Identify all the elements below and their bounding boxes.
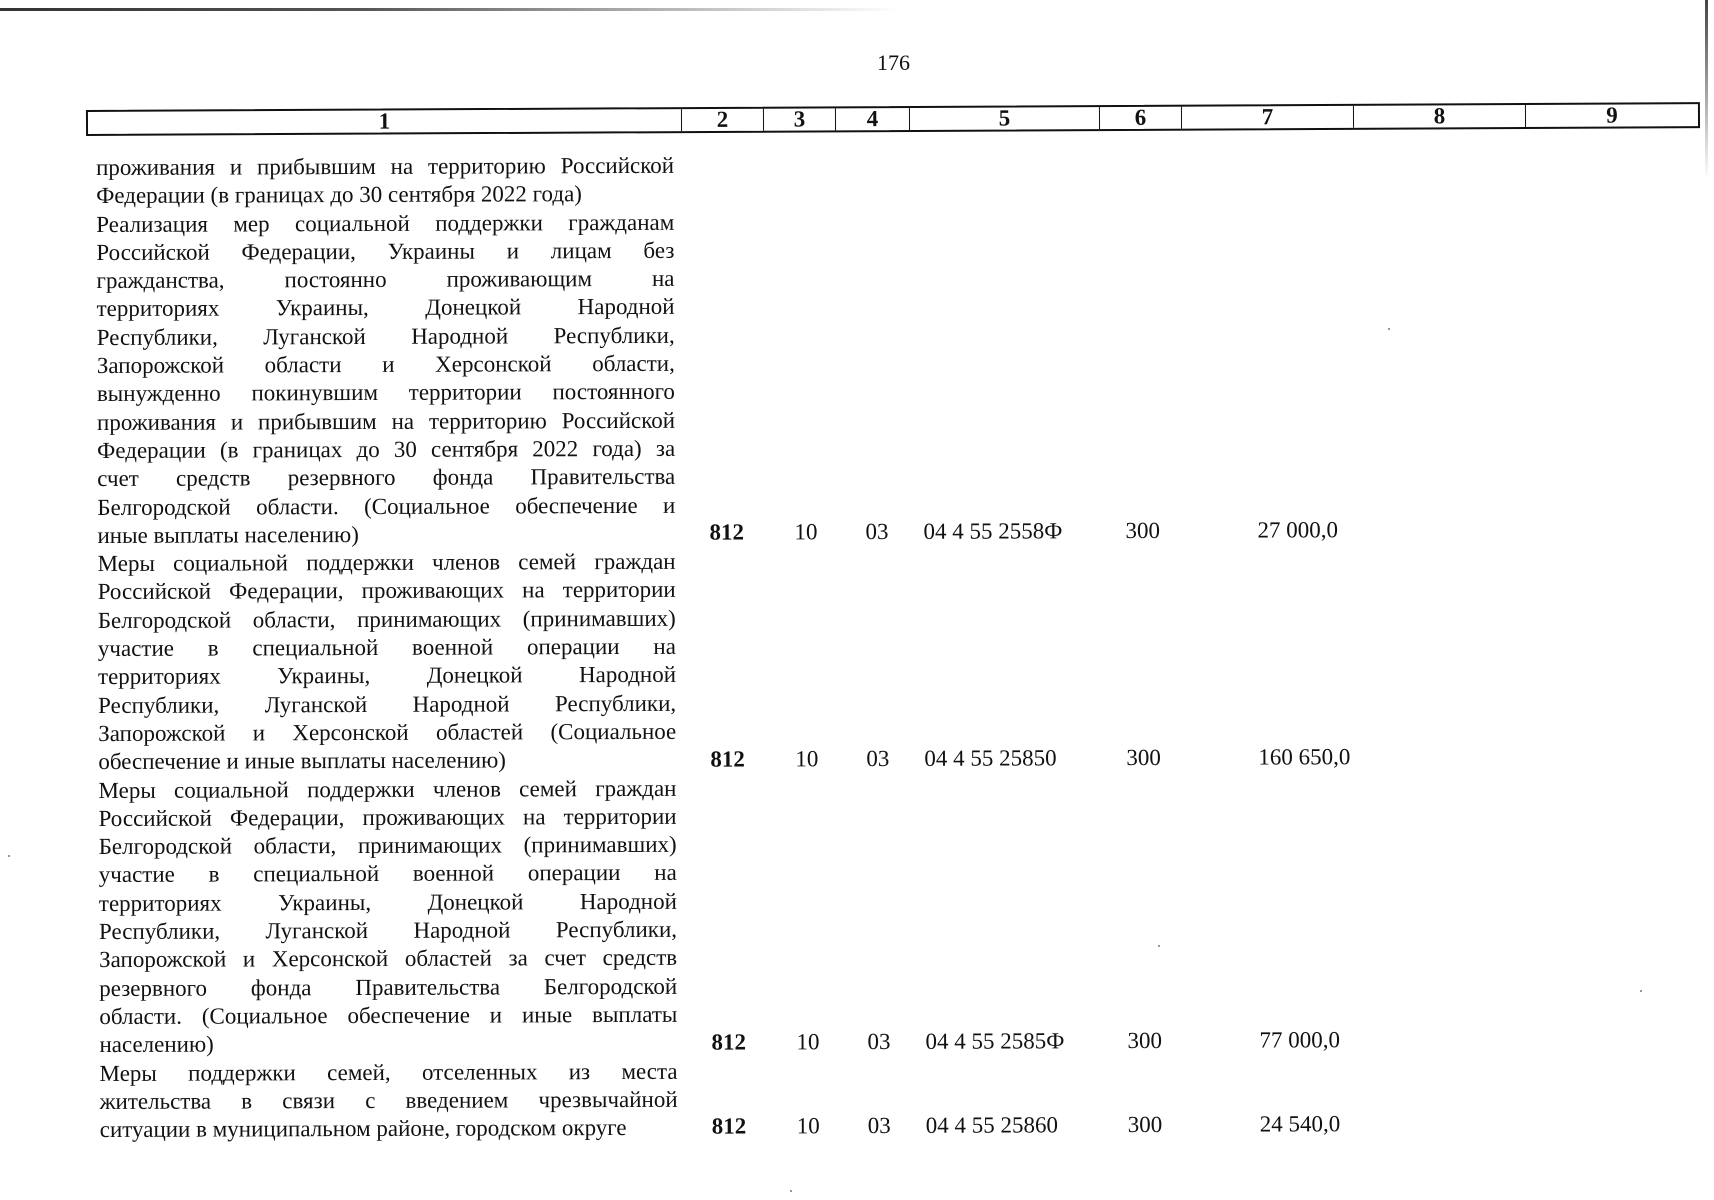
row-description-line: территориях Украины, Донецкой Народной: [98, 888, 677, 916]
row-description-line: Запорожской и Херсонской областей (Социальное: [98, 718, 677, 746]
scan-speck: [790, 1190, 792, 1192]
row-description-line: Российской Федерации, проживающих на территории: [98, 803, 677, 831]
table-body: [96, 148, 1700, 1145]
table-row: [98, 544, 1699, 777]
admin-code: 812: [711, 1113, 747, 1140]
scan-speck: [1158, 945, 1160, 947]
section-code: 10: [794, 519, 818, 545]
amount-value: 27 000,0: [1257, 517, 1339, 543]
column-header-5: 5: [910, 107, 1100, 130]
table-header-row: [86, 102, 1700, 136]
expense-type-code: 300: [1126, 744, 1161, 770]
column-header-2: 2: [682, 109, 764, 131]
scan-speck: [1640, 990, 1642, 992]
row-description-line: гражданства, постоянно проживающим на: [96, 265, 675, 294]
subsection-code: 03: [865, 519, 889, 545]
row-description-line: Республики, Луганской Народной Республики,: [98, 690, 677, 718]
admin-code: 812: [709, 519, 745, 545]
column-header-7: 7: [1182, 106, 1354, 129]
row-description-line: ситуации в муниципальном районе, городском округе: [99, 1115, 627, 1143]
expense-type-code: 300: [1127, 1112, 1163, 1138]
section-code: 10: [796, 1113, 820, 1139]
subsection-code: 03: [867, 1113, 891, 1139]
amount-value: 160 650,0: [1258, 743, 1351, 770]
row-description-line: Российской Федерации, Украины и лицам без: [96, 237, 675, 265]
row-description-line: Меры поддержки семей, отселенных из места: [99, 1058, 678, 1086]
table-row: [96, 148, 1696, 211]
row-codes: [98, 740, 1698, 774]
table-row: [99, 1053, 1699, 1144]
section-code: 10: [795, 745, 819, 771]
row-description-line: проживания и прибывшим на территорию Российской: [96, 407, 676, 435]
target-article-code: 04 4 55 25860: [925, 1112, 1059, 1139]
column-header-9: 9: [1606, 102, 1618, 128]
row-description-line: Меры социальной поддержки членов семей граждан: [98, 775, 677, 803]
page-number: 176: [877, 50, 910, 75]
amount-value: 77 000,0: [1259, 1026, 1340, 1053]
row-description-line: населению): [99, 1031, 214, 1058]
column-header-8: 8: [1354, 105, 1526, 128]
row-description-line: Республики, Луганской Народной Республики,: [96, 322, 675, 350]
admin-code: 812: [711, 1029, 746, 1055]
row-description-line: резервного фонда Правительства Белгородской: [99, 973, 678, 1001]
row-description-line: Российской Федерации, проживающих на территории: [97, 577, 676, 605]
row-codes: [97, 514, 1697, 548]
row-description-line: иные выплаты населению): [97, 521, 359, 548]
subsection-code: 03: [866, 745, 890, 771]
target-article-code: 04 4 55 25850: [924, 744, 1057, 771]
column-header-6: 6: [1100, 107, 1182, 129]
table-row: [98, 770, 1699, 1059]
row-description-line: территориях Украины, Донецкой Народной: [97, 662, 677, 690]
row-description-line: Запорожской и Херсонской областей за счет средств: [99, 945, 678, 973]
row-description-line: счет средств резервного фонда Правительства: [97, 464, 676, 492]
scan-speck: [8, 855, 10, 857]
scan-right-edge: [1705, 0, 1708, 180]
row-description-line: Белгородской области, принимающих (принимавших): [97, 605, 676, 633]
row-description-line: Белгородской области, принимающих (принимавших): [98, 831, 677, 860]
expense-type-code: 300: [1127, 1027, 1162, 1053]
section-code: 10: [796, 1028, 820, 1054]
row-description-line: участие в специальной военной операции на: [98, 860, 677, 888]
row-description-line: обеспечение и иные выплаты населению): [98, 747, 506, 775]
row-codes: [100, 1108, 1700, 1142]
row-codes: [99, 1023, 1699, 1057]
row-description-line: участие в специальной военной операции на: [97, 633, 676, 662]
row-description-line: области. (Социальное обеспечение и иные выплаты: [99, 1001, 678, 1029]
row-description-line: проживания и прибывшим на территорию Российской: [96, 152, 675, 180]
row-description-line: Реализация мер социальной поддержки гражданам: [96, 209, 675, 237]
scan-top-rule: [0, 8, 900, 11]
admin-code: 812: [710, 746, 745, 772]
column-header-1: 1: [88, 109, 682, 134]
column-header-3: 3: [764, 108, 836, 130]
row-description-line: Федерации (в границах до 30 сентября 2022 года): [96, 181, 582, 209]
expense-type-code: 300: [1125, 518, 1161, 544]
row-description-line: Меры социальной поддержки членов семей граждан: [97, 548, 676, 577]
row-description-line: Белгородской области. (Социальное обеспечение и: [97, 492, 676, 520]
column-header-4: 4: [836, 108, 910, 130]
row-description-line: Федерации (в границах до 30 сентября 2022 года) за: [97, 435, 676, 463]
target-article-code: 04 4 55 2558Ф: [923, 518, 1063, 544]
scan-speck: [1388, 328, 1390, 330]
target-article-code: 04 4 55 2585Ф: [925, 1027, 1065, 1054]
row-description-line: Запорожской области и Херсонской области,: [96, 350, 675, 379]
row-description-line: территориях Украины, Донецкой Народной: [96, 294, 675, 322]
subsection-code: 03: [867, 1028, 891, 1054]
row-description-line: вынужденно покинувшим территории постоянного: [96, 379, 675, 407]
row-description-line: Республики, Луганской Народной Республики,: [98, 916, 678, 945]
table-row: [96, 204, 1697, 550]
row-description-line: жительства в связи с введением чрезвычайной: [99, 1086, 678, 1114]
amount-value: 24 540,0: [1259, 1111, 1341, 1137]
